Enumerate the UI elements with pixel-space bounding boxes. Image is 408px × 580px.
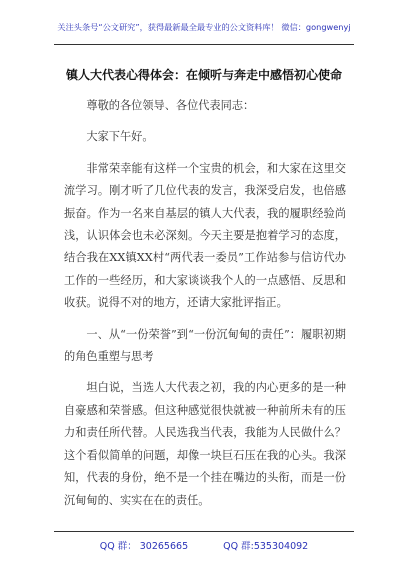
greeting: 大家下午好。: [86, 130, 154, 144]
footer: [0, 538, 408, 552]
salutation: 尊敬的各位领导、各位代表同志：: [86, 99, 255, 112]
footer-qq-group-1: QQ 群： 30265665: [99, 541, 189, 552]
footer-divider: [54, 531, 354, 532]
header-banner: 关注头条号“公文研究”，获得最新最全最专业的公文资料库！ 微信：gongwenyj: [57, 22, 351, 32]
document-title: 镇人大代表心得体会：在倾听与奔走中感悟初心使命: [65, 68, 342, 82]
section-heading: 一、从“一份荣誉”到“一份沉甸甸的责任”：履职初期的角色重塑与思考: [64, 327, 346, 364]
footer-qq-group-2: QQ 群:535304092: [223, 541, 309, 552]
intro-paragraph: 非常荣幸能有这样一个宝贵的机会，和大家在这里交流学习。刚才听了几位代表的发言，我深受启发，也倍感振奋。作为一名来自基层的镇人大代表，我的履职经验尚浅，认识体会也未必深刻。今天主要是抱着学习的态度，结合我在XX镇XX村“两代表一委员”工作站参与信访代办工作的一些经历，和大家谈谈我个人的一点感悟、反思和收获。说得不对的地方，还请大家批评指正。: [64, 161, 346, 310]
body-paragraph: 坦白说，当选人大代表之初，我的内心更多的是一种自豪感和荣誉感。但这种感觉很快就被一种前所未有的压力和责任所代替。人民选我当代表，我能为人民做什么？这个看似简单的问题，却像一块巨石压在我的心头。我深知，代表的身份，绝不是一个挂在嘴边的头衔，而是一份沉甸甸的、实实在在的责任。: [64, 381, 346, 507]
header-divider: [54, 44, 354, 45]
document-body: [64, 95, 346, 521]
